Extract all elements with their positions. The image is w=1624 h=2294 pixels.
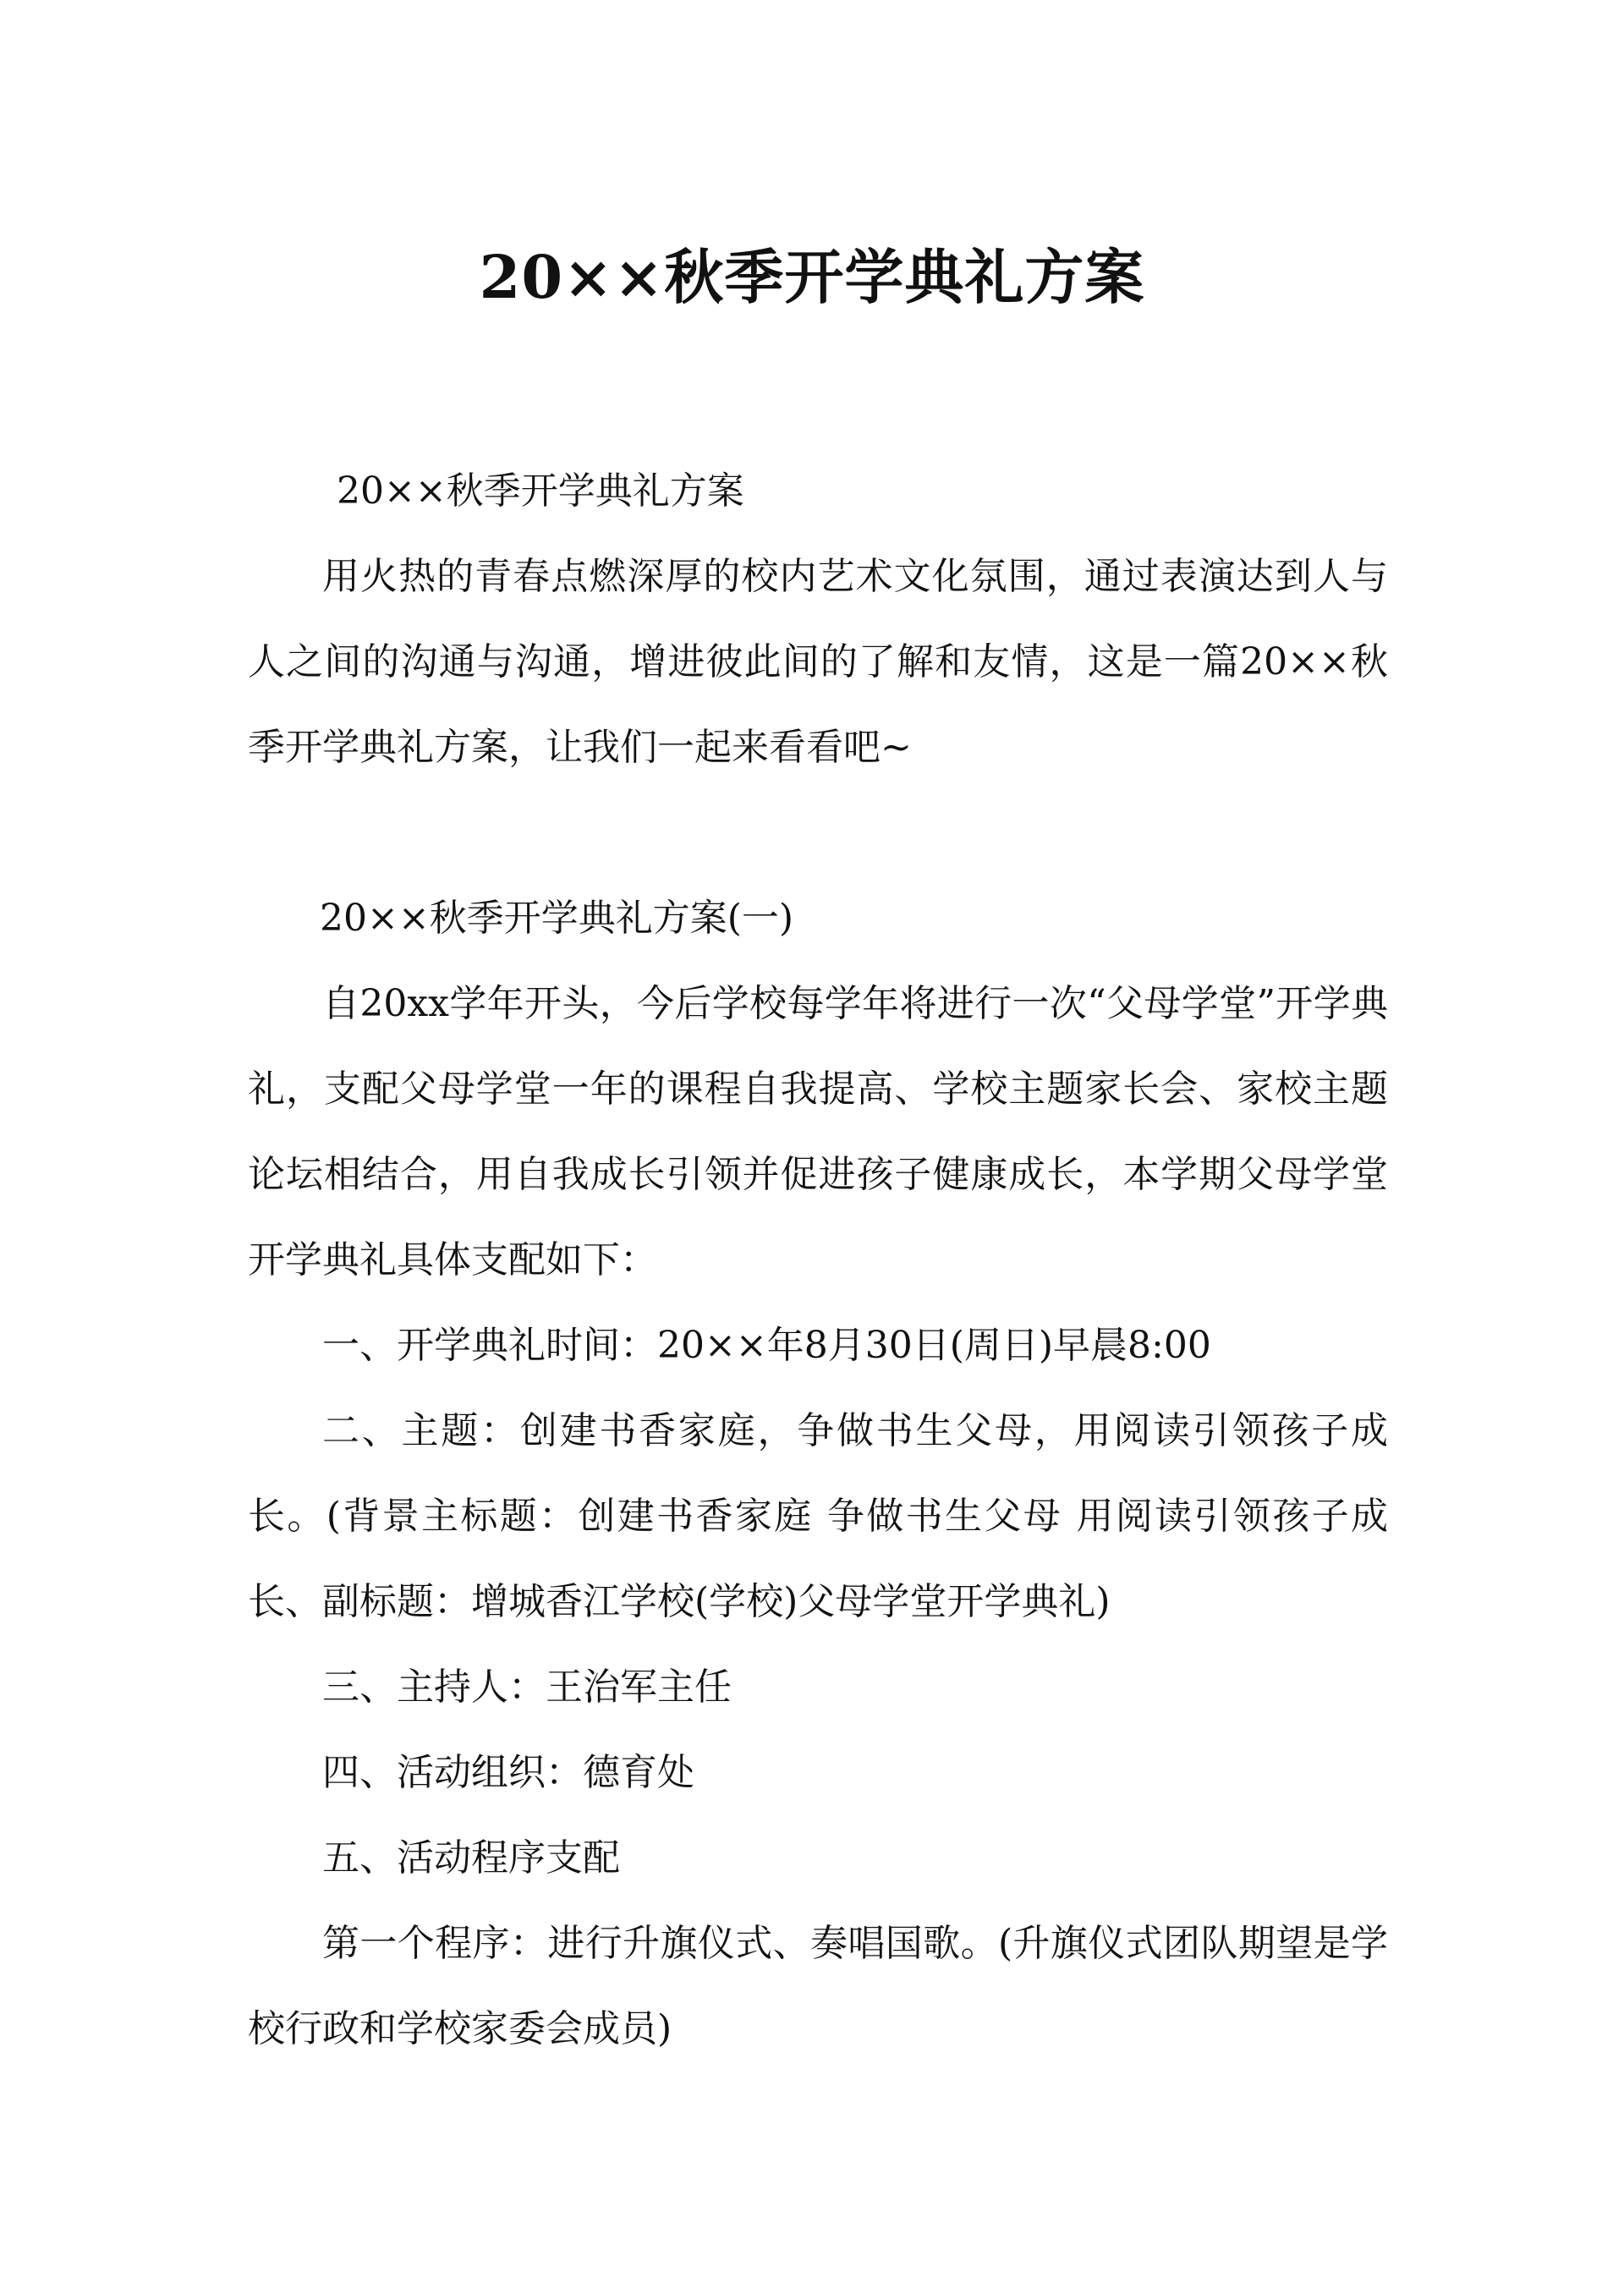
paragraph-program: 五、活动程序支配 xyxy=(322,1836,620,1880)
paragraph-theme: 二、主题：创建书香家庭，争做书生父母，用阅读引领孩子成长。(背景主标题：创建书香家庭 争做书生父母 用阅读引领孩子成长、副标题：增城香江学校(学校)父母学堂开学典礼) xyxy=(248,1409,1388,1623)
document-body xyxy=(248,448,1388,2072)
paragraph-host: 三、主持人：王治军主任 xyxy=(322,1666,732,1709)
paragraph-organizer: 四、活动组织：德育处 xyxy=(322,1751,694,1794)
document-title: 20××秋季开学典礼方案 xyxy=(479,242,1145,312)
intro-paragraph: 用火热的青春点燃深厚的校内艺术文化氛围，通过表演达到人与人之间的沟通与沟通，增进彼此间的了解和友情，这是一篇20××秋季开学典礼方案，让我们一起来看看吧~ xyxy=(248,555,1388,769)
paragraph-first-step: 第一个程序：进行升旗仪式、奏唱国歌。(升旗仪式团队期望是学校行政和学校家委会成员) xyxy=(248,1922,1388,2050)
intro-heading: 20××秋季开学典礼方案 xyxy=(337,469,744,513)
paragraph-arrangement: 自20xx学年开头，今后学校每学年将进行一次“父母学堂”开学典礼，支配父母学堂一年的课程自我提高、学校主题家长会、家校主题论坛相结合，用自我成长引领并促进孩子健康成长，本学期父母学堂开学典礼具体支配如下： xyxy=(248,982,1388,1281)
paragraph-time: 一、开学典礼时间：20××年8月30日(周日)早晨8:00 xyxy=(322,1324,1211,1367)
section-heading: 20××秋季开学典礼方案(一) xyxy=(320,897,794,940)
paragraph-spacer xyxy=(248,790,1388,875)
